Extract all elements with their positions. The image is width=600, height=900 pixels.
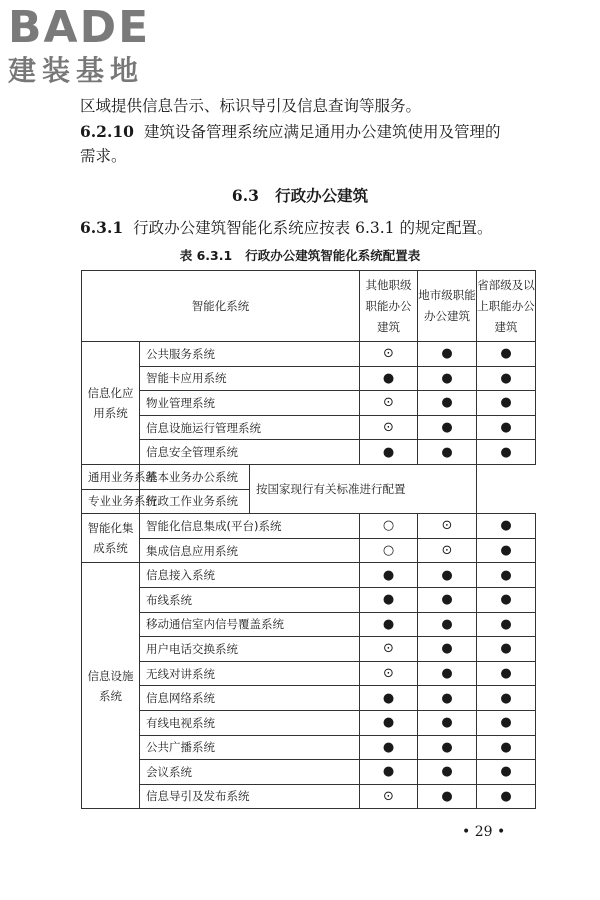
config-symbol: ● xyxy=(382,592,395,608)
table-row xyxy=(82,415,536,440)
config-symbol: ● xyxy=(441,715,453,731)
group-integration: 智能化集成系统 xyxy=(82,514,140,563)
config-cell xyxy=(477,366,536,391)
clause-text: 行政办公建筑智能化系统应按表 6.3.1 的规定配置。 xyxy=(133,219,493,237)
config-symbol: ● xyxy=(382,715,395,731)
table-row xyxy=(82,735,536,760)
config-symbol: ● xyxy=(500,592,512,608)
config-cell xyxy=(418,612,477,637)
config-cell xyxy=(477,514,536,539)
system-name: 公共服务系统 xyxy=(140,342,360,367)
config-cell xyxy=(360,686,418,711)
table-row xyxy=(82,710,536,735)
config-cell xyxy=(477,440,536,465)
clause-number: 6.2.10 xyxy=(80,122,134,141)
config-cell xyxy=(477,686,536,711)
config-cell xyxy=(477,637,536,662)
header-col-city: 地市级职能办公建筑 xyxy=(418,271,477,342)
config-cell xyxy=(360,612,418,637)
config-cell xyxy=(360,735,418,760)
system-name: 有线电视系统 xyxy=(140,710,360,735)
config-cell xyxy=(418,342,477,367)
config-symbol: ⊙ xyxy=(441,518,453,534)
config-symbol: ⊙ xyxy=(441,543,453,559)
header-col-province: 省部级及以上职能办公建筑 xyxy=(477,271,536,342)
section-title: 行政办公建筑 xyxy=(275,186,369,205)
config-symbol: ⊙ xyxy=(383,346,394,362)
config-symbol: ⊙ xyxy=(383,788,394,804)
table-header-row xyxy=(82,271,536,342)
config-cell xyxy=(418,440,477,465)
config-cell xyxy=(477,612,536,637)
config-cell xyxy=(418,760,477,785)
config-cell xyxy=(418,784,477,809)
config-cell xyxy=(477,563,536,588)
table-row xyxy=(82,760,536,785)
config-symbol: ● xyxy=(500,567,512,583)
config-symbol: ● xyxy=(500,715,512,731)
table-row xyxy=(82,514,536,539)
config-cell xyxy=(360,760,418,785)
config-cell xyxy=(360,366,418,391)
config-cell xyxy=(418,710,477,735)
table-row xyxy=(82,637,536,662)
config-symbol: ● xyxy=(500,788,512,804)
table-row xyxy=(82,366,536,391)
config-cell xyxy=(477,538,536,563)
config-cell xyxy=(360,440,418,465)
config-symbol: ● xyxy=(441,788,453,804)
config-cell xyxy=(360,587,418,612)
config-symbol: ● xyxy=(382,764,395,780)
config-symbol: ● xyxy=(441,346,453,362)
sub-special: 专业业务系统 xyxy=(82,489,140,514)
config-symbol: ● xyxy=(441,444,453,460)
table-caption xyxy=(0,246,600,264)
config-cell xyxy=(360,514,418,539)
config-cell xyxy=(360,563,418,588)
config-symbol: ● xyxy=(382,567,395,583)
table-row xyxy=(82,661,536,686)
header-col-other: 其他职级职能办公建筑 xyxy=(360,271,418,342)
config-symbol: ● xyxy=(500,739,512,755)
table-row xyxy=(82,563,536,588)
config-symbol: ● xyxy=(500,543,512,559)
config-cell xyxy=(418,366,477,391)
config-symbol: ● xyxy=(500,666,512,682)
config-cell xyxy=(418,686,477,711)
config-cell xyxy=(477,391,536,416)
config-cell xyxy=(477,342,536,367)
clause-text: 建筑设备管理系统应满足通用办公建筑使用及管理的 xyxy=(143,123,501,141)
config-symbol: ⊙ xyxy=(383,395,394,411)
system-name: 智能化信息集成(平台)系统 xyxy=(140,514,360,539)
system-name: 公共广播系统 xyxy=(140,735,360,760)
config-cell xyxy=(477,661,536,686)
config-symbol: ○ xyxy=(382,543,395,559)
config-table xyxy=(81,270,536,809)
config-symbol: ● xyxy=(441,592,453,608)
config-symbol: ● xyxy=(441,567,453,583)
section-number: 6.3 xyxy=(231,186,259,205)
config-symbol: ● xyxy=(500,346,512,362)
config-cell xyxy=(360,661,418,686)
clause-number: 6.3.1 xyxy=(80,218,124,237)
config-cell xyxy=(477,735,536,760)
table-row xyxy=(82,342,536,367)
table-title: 行政办公建筑智能化系统配置表 xyxy=(245,248,421,263)
config-cell xyxy=(477,710,536,735)
system-name: 移动通信室内信号覆盖系统 xyxy=(140,612,360,637)
clause-6-2-10-cont: 需求。 xyxy=(80,147,127,165)
system-name: 无线对讲系统 xyxy=(140,661,360,686)
config-symbol: ● xyxy=(382,616,395,632)
header-system: 智能化系统 xyxy=(82,271,360,342)
config-cell xyxy=(360,391,418,416)
system-name: 物业管理系统 xyxy=(140,391,360,416)
system-name: 信息设施运行管理系统 xyxy=(140,415,360,440)
logo-en: BADE xyxy=(8,2,151,53)
config-cell xyxy=(360,784,418,809)
section-heading xyxy=(0,184,600,206)
group-info-app: 信息化应用系统 xyxy=(82,342,140,465)
logo-cn: 建装基地 xyxy=(8,54,145,87)
clause-6-2-10 xyxy=(80,122,500,142)
config-symbol: ● xyxy=(500,690,512,706)
config-cell xyxy=(477,760,536,785)
system-name: 用户电话交换系统 xyxy=(140,637,360,662)
config-symbol: ● xyxy=(441,739,453,755)
table-row xyxy=(82,784,536,809)
config-symbol: ● xyxy=(441,764,453,780)
config-symbol: ○ xyxy=(382,518,395,534)
config-cell xyxy=(360,415,418,440)
config-symbol: ● xyxy=(441,616,453,632)
system-name: 信息安全管理系统 xyxy=(140,440,360,465)
config-symbol: ● xyxy=(441,666,453,682)
config-symbol: ● xyxy=(500,395,512,411)
bade-logo xyxy=(8,2,183,96)
config-symbol: ● xyxy=(500,370,512,386)
config-symbol: ● xyxy=(382,444,395,460)
config-symbol: ● xyxy=(382,370,395,386)
config-cell xyxy=(360,637,418,662)
config-cell xyxy=(418,391,477,416)
system-name: 信息接入系统 xyxy=(140,563,360,588)
table-row xyxy=(82,538,536,563)
config-symbol: ● xyxy=(441,690,453,706)
system-name: 智能卡应用系统 xyxy=(140,366,360,391)
config-symbol: ● xyxy=(441,641,453,657)
system-name: 布线系统 xyxy=(140,587,360,612)
table-row xyxy=(82,440,536,465)
config-symbol: ● xyxy=(441,370,453,386)
config-symbol: ● xyxy=(500,518,512,534)
group-infra: 信息设施系统 xyxy=(82,563,140,809)
config-cell xyxy=(360,710,418,735)
config-note: 按国家现行有关标准进行配置 xyxy=(250,464,477,513)
page-number: • 29 • xyxy=(462,824,506,840)
table-row xyxy=(82,391,536,416)
clause-6-3-1 xyxy=(80,218,492,238)
config-cell xyxy=(418,538,477,563)
config-symbol: ● xyxy=(441,420,453,436)
config-symbol: ● xyxy=(382,739,395,755)
config-symbol: ⊙ xyxy=(383,666,394,682)
system-name: 信息网络系统 xyxy=(140,686,360,711)
config-cell xyxy=(418,661,477,686)
table-number: 表 6.3.1 xyxy=(179,248,233,263)
sub-general-type: 基本业务办公系统 xyxy=(140,464,250,489)
config-symbol: ⊙ xyxy=(383,420,394,436)
config-cell xyxy=(418,735,477,760)
system-name: 集成信息应用系统 xyxy=(140,538,360,563)
config-cell xyxy=(418,415,477,440)
table-row xyxy=(82,612,536,637)
table-row xyxy=(82,686,536,711)
config-symbol: ● xyxy=(441,395,453,411)
config-symbol: ● xyxy=(500,420,512,436)
config-cell xyxy=(477,415,536,440)
config-symbol: ● xyxy=(500,641,512,657)
config-cell xyxy=(418,637,477,662)
config-cell xyxy=(477,587,536,612)
paragraph-continued: 区域提供信息告示、标识导引及信息查询等服务。 xyxy=(80,97,422,115)
sub-general: 通用业务系统 xyxy=(82,464,140,489)
config-symbol: ● xyxy=(382,690,395,706)
config-cell xyxy=(418,563,477,588)
system-name: 会议系统 xyxy=(140,760,360,785)
sub-special-type: 行政工作业务系统 xyxy=(140,489,250,514)
config-cell xyxy=(477,784,536,809)
config-symbol: ● xyxy=(500,764,512,780)
config-symbol: ⊙ xyxy=(383,641,394,657)
config-cell xyxy=(418,514,477,539)
config-cell xyxy=(418,587,477,612)
config-cell xyxy=(360,342,418,367)
config-symbol: ● xyxy=(500,444,512,460)
config-symbol: ● xyxy=(500,616,512,632)
table-row xyxy=(82,587,536,612)
config-cell xyxy=(360,538,418,563)
table-row xyxy=(82,464,536,489)
system-name: 信息导引及发布系统 xyxy=(140,784,360,809)
